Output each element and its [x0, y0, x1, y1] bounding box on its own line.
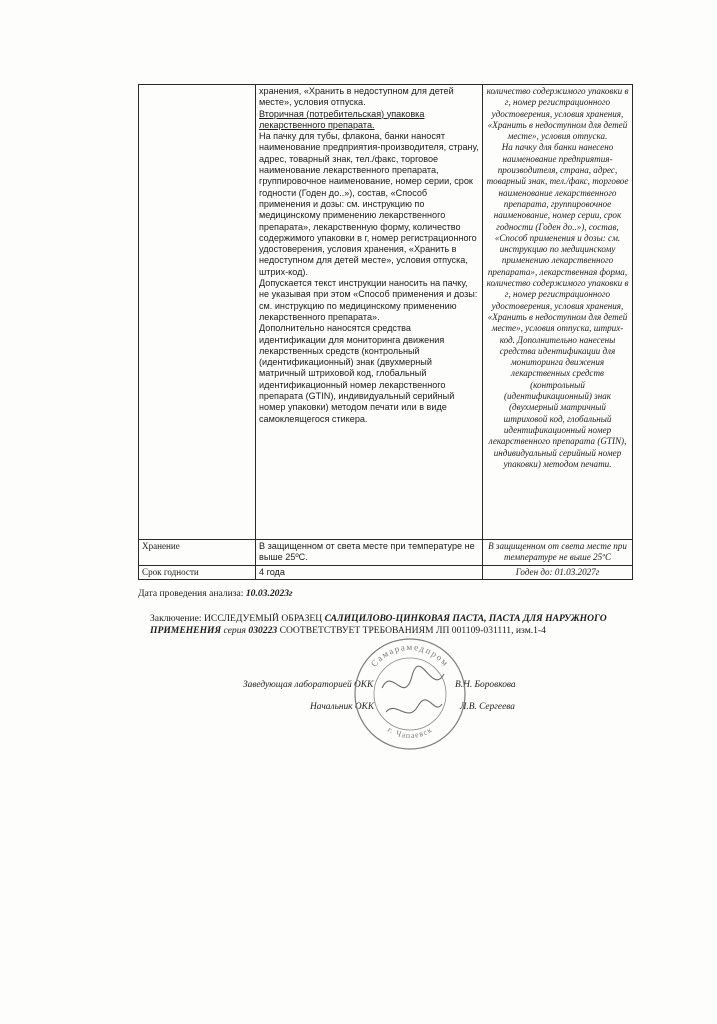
result-text: На пачку для банки нанесено наименование предприятия-производителя, страна, адрес, товарный знак, тел./факс, торговое наименование лекарственного препарата, группировочное наименование, номер серии, срок годности (Годен до..»), состав, «Способ применения и дозы: см. инструкцию по медицинскому применению лекарственного препарата», лекарственная форма, количество содержимого упаковки в г, номер регистрационного удостоверения, условия хранения, «Хранить в недоступном для детей месте», условия отпуска, штрих-код. Дополнительно нанесены средства идентификации для мониторинга движения лекарственных средств (контрольный (идентификационный) знак (двухмерный матричный штриховой код, глобальный идентификационный номер лекарственного препарата (GTIN), индивидуальный серийный номер упаковки) методом печати.: [486, 142, 629, 469]
analysis-date: [138, 588, 293, 600]
table-cell-parameter: [139, 85, 256, 540]
stamp-top-text: Самарамедпром: [368, 641, 452, 669]
specification-table: [138, 84, 633, 580]
signature-name: Л.В. Сергеева: [460, 702, 515, 712]
table-row: [139, 540, 633, 566]
signature-head-okk-name: [460, 702, 515, 712]
requirement-text: Дополнительно наносятся средства идентификации для мониторинга движения лекарственных средств (контрольный (идентификационный) знак (двухмерный матричный штриховой код, глобальный идентификационный номер лекарственного препарата (GTIN), индивидуальный серийный номер упаковки) методом печати или в виде самоклеящегося стикера.: [259, 323, 455, 424]
table-cell-parameter: Срок годности: [139, 565, 256, 579]
svg-text:Самарамедпром: [369, 642, 451, 669]
table-cell-result: [483, 85, 633, 540]
svg-text:г. Чапаевск: [386, 725, 434, 740]
conclusion-prefix: Заключение: ИССЛЕДУЕМЫЙ ОБРАЗЕЦ: [150, 613, 323, 624]
table-cell-result: Годен до: 01.03.2027г: [483, 565, 633, 579]
result-text: количество содержимого упаковки в г, номер регистрационного удостоверения, условия хранения, «Хранить в недоступном для детей месте», условия отпуска.: [486, 86, 629, 142]
requirement-text: хранения, «Хранить в недоступном для детей месте», условия отпуска.: [259, 86, 454, 108]
table-cell-requirement: [256, 85, 483, 540]
company-stamp: [352, 636, 468, 752]
analysis-date-value: 10.03.2023г: [245, 588, 293, 599]
signature-title: Заведующая лабораторией ОКК: [243, 680, 374, 690]
series-number: 030223: [248, 625, 278, 636]
table-row: [139, 565, 633, 579]
requirement-text: Допускается текст инструкции наносить на пачку, не указывая при этом «Способ применения и дозы: см. инструкцию по медицинскому применению лекарственного препарата».: [259, 278, 478, 322]
signature-scribble: [386, 700, 442, 713]
signature-name: В.Н. Боровкова: [455, 680, 516, 690]
analysis-date-label: Дата проведения анализа:: [138, 588, 244, 599]
section-heading: Вторичная (потребительская) упаковка лекарственного препарата.: [259, 108, 425, 130]
table-cell-requirement: 4 года: [256, 565, 483, 579]
table-cell-requirement: В защищенном от света месте при температуре не выше 25ºС.: [256, 540, 483, 566]
product-name: САЛИЦИЛОВО-ЦИНКОВАЯ ПАСТА, ПАСТА ДЛЯ НАРУЖНОГО ПРИМЕНЕНИЯ: [150, 613, 607, 636]
stamp-bottom-text: г. Чапаевск: [386, 724, 434, 741]
signature-scribble: [382, 666, 444, 688]
series-label: серия: [223, 625, 246, 636]
requirement-text: На пачку для тубы, флакона, банки наносят наименование предприятия-производителя, страну, адрес, товарный знак, тел./факс, торговое наименование лекарственного препарата, группировочное наименование, номер серии, срок годности (Годен до..»), состав, «Способ применения и дозы: см. инструкцию по медицинскому применению лекарственного препарата», лекарственную форму, количество содержимого упаковки в г, номер регистрационного удостоверения, условия хранения, «Хранить в недоступном для детей месте», условия отпуска, штрих-код).: [259, 131, 479, 277]
conclusion: [150, 613, 610, 637]
table-row: [139, 85, 633, 540]
table-cell-parameter: Хранение: [139, 540, 256, 566]
signature-title: Начальник ОКК: [310, 702, 375, 712]
table-cell-result: В защищенном от света месте при температуре не выше 25ºС: [483, 540, 633, 566]
conclusion-suffix: СООТВЕТСТВУЕТ ТРЕБОВАНИЯМ ЛП 001109-031111, изм.1-4: [279, 625, 546, 636]
